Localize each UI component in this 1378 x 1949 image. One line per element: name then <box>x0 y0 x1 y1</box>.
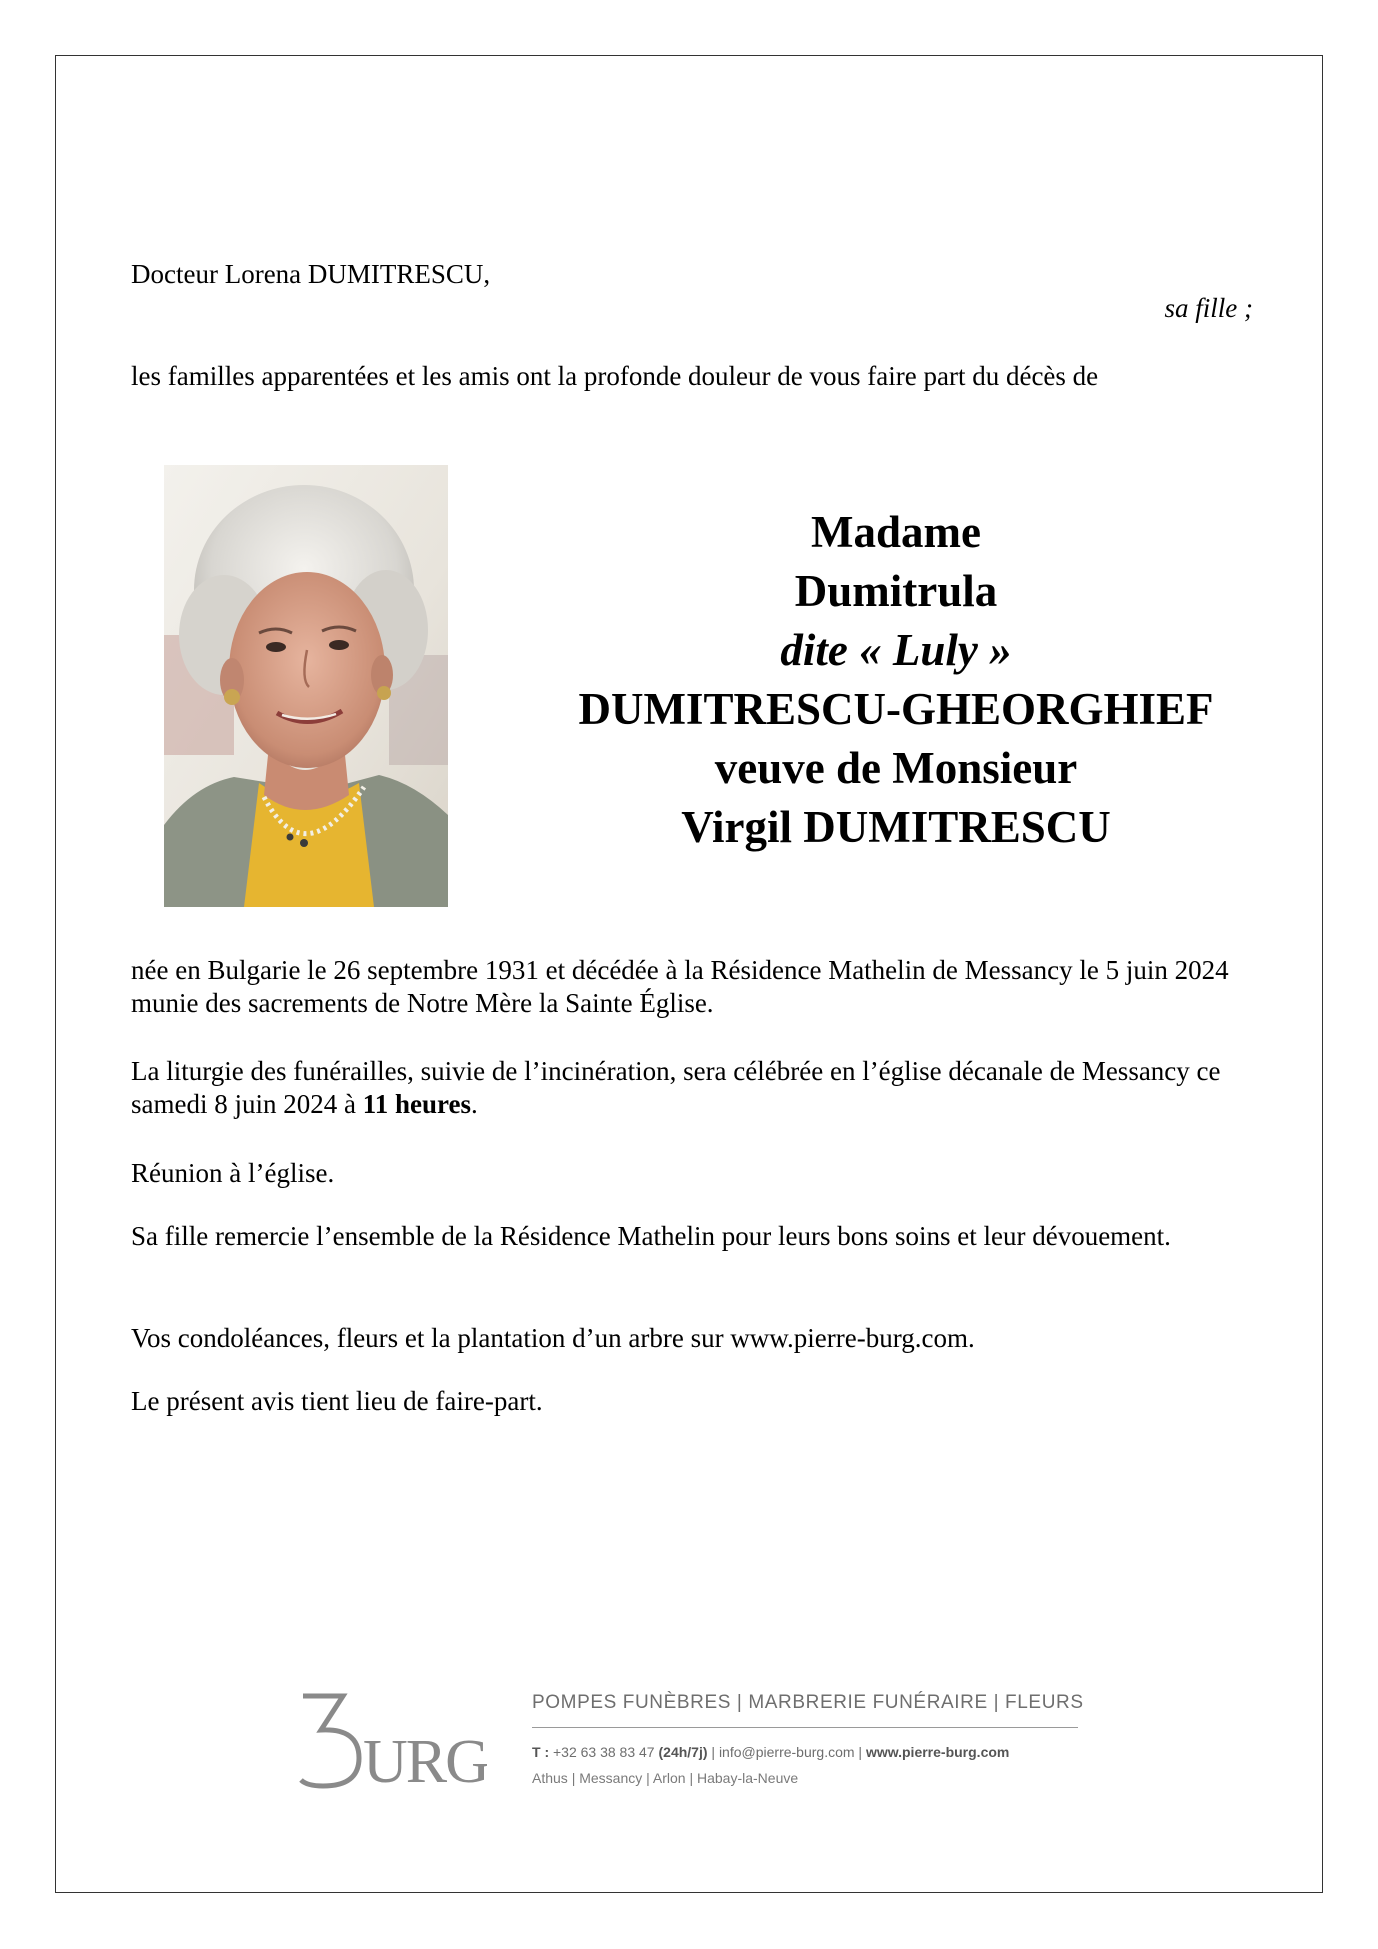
thanks-text: Sa fille remercie l’ensemble de la Résidence Mathelin pour leurs bons soins et leur dévouement. <box>131 1221 1171 1251</box>
liturgy-time: 11 heures <box>362 1089 471 1119</box>
email-link[interactable]: info@pierre-burg.com <box>718 1744 855 1760</box>
website-link[interactable]: www.pierre-burg.com <box>865 1744 1010 1760</box>
deceased-surname: DUMITRESCU-GHEORGHIEF <box>578 684 1214 734</box>
husband-name: Virgil DUMITRESCU <box>681 802 1111 852</box>
burg-logo <box>297 1690 487 1795</box>
svg-text:URG: URG <box>363 1728 487 1790</box>
deceased-name-block <box>520 503 1272 857</box>
deceased-title: Madame <box>811 507 981 557</box>
condolences-text: Vos condoléances, fleurs et la plantation d’un arbre sur www.pierre-burg.com. <box>131 1323 975 1353</box>
deceased-first-name: Dumitrula <box>794 566 998 616</box>
portrait-photo <box>164 465 448 907</box>
meeting-text: Réunion à l’église. <box>131 1158 335 1188</box>
birth-death-text: née en Bulgarie le 26 septembre 1931 et décédée à la Résidence Mathelin de Messancy le 5 juin 2024 munie des sacrements de Notre Mère la Sainte Église. <box>131 955 1229 1018</box>
recipient-line: Docteur Lorena DUMITRESCU, <box>131 259 491 289</box>
footer-divider <box>532 1727 1078 1728</box>
liturgy-prefix: La liturgie des funérailles, suivie de l’incinération, sera célébrée en l’église décanale de Messancy ce samedi 8 juin 2024 à <box>131 1056 1221 1119</box>
locations-line: Athus | Messancy | Arlon | Habay-la-Neuve <box>532 1770 799 1786</box>
widow-of-label: veuve de Monsieur <box>714 743 1078 793</box>
liturgy-text <box>131 1055 1256 1121</box>
relationship-label: sa fille ; <box>1164 293 1253 323</box>
deceased-nickname: dite « Luly » <box>780 625 1012 675</box>
services-line: POMPES FUNÈBRES | MARBRERIE FUNÉRAIRE | FLEURS <box>532 1692 1084 1713</box>
phone-label: T : <box>532 1744 550 1760</box>
phone-number: +32 63 38 83 47 <box>553 1744 655 1760</box>
liturgy-suffix: . <box>470 1089 478 1119</box>
announcement-text: les familles apparentées et les amis ont la profonde douleur de vous faire part du décès de <box>131 361 1099 391</box>
notice-text: Le présent avis tient lieu de faire-part. <box>131 1386 543 1416</box>
contact-line: T : +32 63 38 83 47 (24h/7j) | info@pierre-burg.com | www.pierre-burg.com <box>532 1744 1010 1760</box>
phone-hours: (24h/7j) <box>658 1744 708 1760</box>
